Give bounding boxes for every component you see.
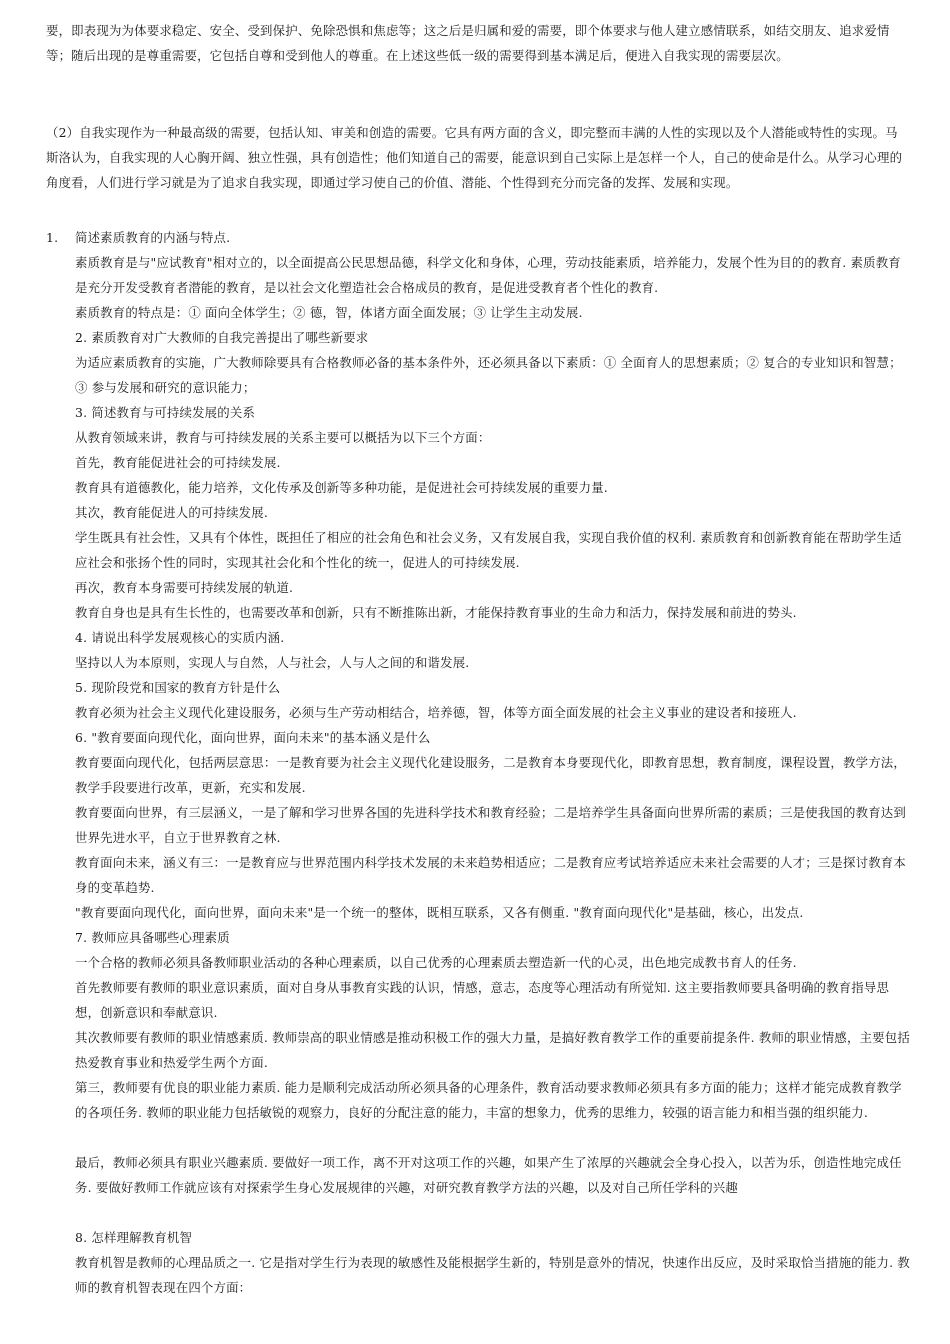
question-3-answer-7: 教育自身也是具有生长性的，也需要改革和创新，只有不断推陈出新，才能保持教育事业的生命力和活力，保持发展和前进的势头. [75, 605, 797, 620]
question-7-title: 7. 教师应具备哪些心理素质 [75, 930, 230, 945]
question-1-number: 1. [46, 230, 59, 245]
question-7-answer-5: 最后，教师必须具有职业兴趣素质. 要做好一项工作，离不开对这项工作的兴趣，如果产生了浓厚的兴趣就会全身心投入，以苦为乐，创造性地完成任务. 要做好教师工作就应该有对探索学生身心发展规律的兴趣，对研究教育教学方法的兴趣，以及对自己所任学科的兴趣 [75, 1155, 902, 1195]
question-1-answer-1: 素质教育是与"应试教育"相对立的，以全面提高公民思想品德，科学文化和身体，心理，劳动技能素质，培养能力，发展个性为目的的教育. 素质教育是充分开发受教育者潜能的教育，是以社会文化塑造社会合格成员的教育，是促进受教育者个性化的教育. [75, 255, 901, 295]
paragraph-self-actualization: （2）自我实现作为一种最高级的需要，包括认知、审美和创造的需要。它具有两方面的含义，即完整而丰满的人性的实现以及个人潜能或特性的实现。马斯洛认为，自我实现的人心胸开阔、独立性强，具有创造性；他们知道自己的需要，能意识到自己实际上是怎样一个人，自己的使命是什么。从学习心理的角度看，人们进行学习就是为了追求自我实现，即通过学习使自己的价值、潜能、个性得到充分而完备的发挥、发展和实现。 [46, 125, 903, 190]
question-3-answer-4: 其次，教育能促进人的可持续发展. [75, 505, 268, 520]
question-6-answer-3: 教育面向未来，涵义有三：一是教育应与世界范围内科学技术发展的未来趋势相适应；二是教育应考试培养适应未来社会需要的人才；三是探讨教育本身的变革趋势. [75, 855, 906, 895]
question-6-answer-1: 教育要面向现代化，包括两层意思：一是教育要为社会主义现代化建设服务，二是教育本身要现代化，即教育思想，教育制度，课程设置，教学方法，教学手段要进行改革，更新，充实和发展. [75, 755, 906, 795]
question-4-answer-1: 坚持以人为本原则，实现人与自然，人与社会，人与人之间的和谐发展. [75, 655, 470, 670]
question-3-answer-3: 教育具有道德教化，能力培养，文化传承及创新等多种功能，是促进社会可持续发展的重要力量. [75, 480, 608, 495]
question-3-answer-2: 首先，教育能促进社会的可持续发展. [75, 455, 281, 470]
question-1-title: 简述素质教育的内涵与特点. [75, 230, 231, 245]
question-5-answer-1: 教育必须为社会主义现代化建设服务，必须与生产劳动相结合，培养德，智，体等方面全面发展的社会主义事业的建设者和接班人. [75, 705, 797, 720]
question-3-answer-1: 从教育领域来讲，教育与可持续发展的关系主要可以概括为以下三个方面： [75, 430, 491, 445]
question-1-answer-2: 素质教育的特点是：① 面向全体学生；② 德，智，体诸方面全面发展；③ 让学生主动发展. [75, 305, 583, 320]
paragraph-maslow-needs: 要，即表现为为体要求稳定、安全、受到保护、免除恐惧和焦虑等；这之后是归属和爱的需要，即个体要求与他人建立感情联系，如结交朋友、追求爱情等；随后出现的是尊重需要，它包括自尊和受到他人的尊重。在上述这些低一级的需要得到基本满足后，便进入自我实现的需要层次。 [46, 23, 890, 63]
question-3-answer-5: 学生既具有社会性，又具有个体性，既担任了相应的社会角色和社会义务，又有发展自我，实现自我价值的权利. 素质教育和创新教育能在帮助学生适应社会和张扬个性的同时，实现其社会化和个性化的统一，促进人的可持续发展. [75, 530, 902, 570]
question-7-answer-2: 首先教师要有教师的职业意识素质，面对自身从事教育实践的认识，情感，意志，态度等心理活动有所觉知. 这主要指教师要具备明确的教育指导思想，创新意识和奉献意识. [75, 980, 890, 1020]
question-6-answer-2: 教育要面向世界，有三层涵义，一是了解和学习世界各国的先进科学技术和教育经验；二是培养学生具备面向世界所需的素质；三是使我国的教育达到世界先进水平，自立于世界教育之林. [75, 805, 906, 845]
question-8-title: 8. 怎样理解教育机智 [75, 1230, 193, 1245]
question-2-answer-1: 为适应素质教育的实施，广大教师除要具有合格教师必备的基本条件外，还必须具备以下素质：① 全面育人的思想素质；② 复合的专业知识和智慧；③ 参与发展和研究的意识能力； [75, 355, 902, 395]
question-6-answer-4: "教育要面向现代化，面向世界，面向未来"是一个统一的整体，既相互联系，又各有侧重. "教育面向现代化"是基础，核心，出发点. [75, 905, 804, 920]
question-7-answer-4: 第三，教师要有优良的职业能力素质. 能力是顺利完成活动所必须具备的心理条件，教育活动要求教师必须具有多方面的能力；这样才能完成教育教学的各项任务. 教师的职业能力包括敏锐的观察力，良好的分配注意的能力，丰富的想象力，优秀的思维力，较强的语言能力和相当强的组织能力. [75, 1080, 902, 1120]
question-6-title: 6. "教育要面向现代化，面向世界，面向未来"的基本涵义是什么 [75, 730, 431, 745]
question-7-answer-1: 一个合格的教师必须具备教师职业活动的各种心理素质，以自己优秀的心理素质去塑造新一代的心灵，出色地完成教书育人的任务. [75, 955, 797, 970]
question-5-title: 5. 现阶段党和国家的教育方针是什么 [75, 680, 281, 695]
question-4-title: 4. 请说出科学发展观核心的实质内涵. [75, 630, 285, 645]
question-3-answer-6: 再次，教育本身需要可持续发展的轨道. [75, 580, 294, 595]
question-7-answer-3: 其次教师要有教师的职业情感素质. 教师崇高的职业情感是推动积极工作的强大力量，是搞好教育教学工作的重要前提条件. 教师的职业情感，主要包括热爱教育事业和热爱学生两个方面. [75, 1030, 910, 1070]
question-2-title: 2. 素质教育对广大教师的自我完善提出了哪些新要求 [75, 330, 369, 345]
question-8-answer-1: 教育机智是教师的心理品质之一. 它是指对学生行为表现的敏感性及能根据学生新的，特别是意外的情况，快速作出反应，及时采取恰当措施的能力. 教师的教育机智表现在四个方面： [75, 1255, 910, 1295]
question-3-title: 3. 简述教育与可持续发展的关系 [75, 405, 256, 420]
